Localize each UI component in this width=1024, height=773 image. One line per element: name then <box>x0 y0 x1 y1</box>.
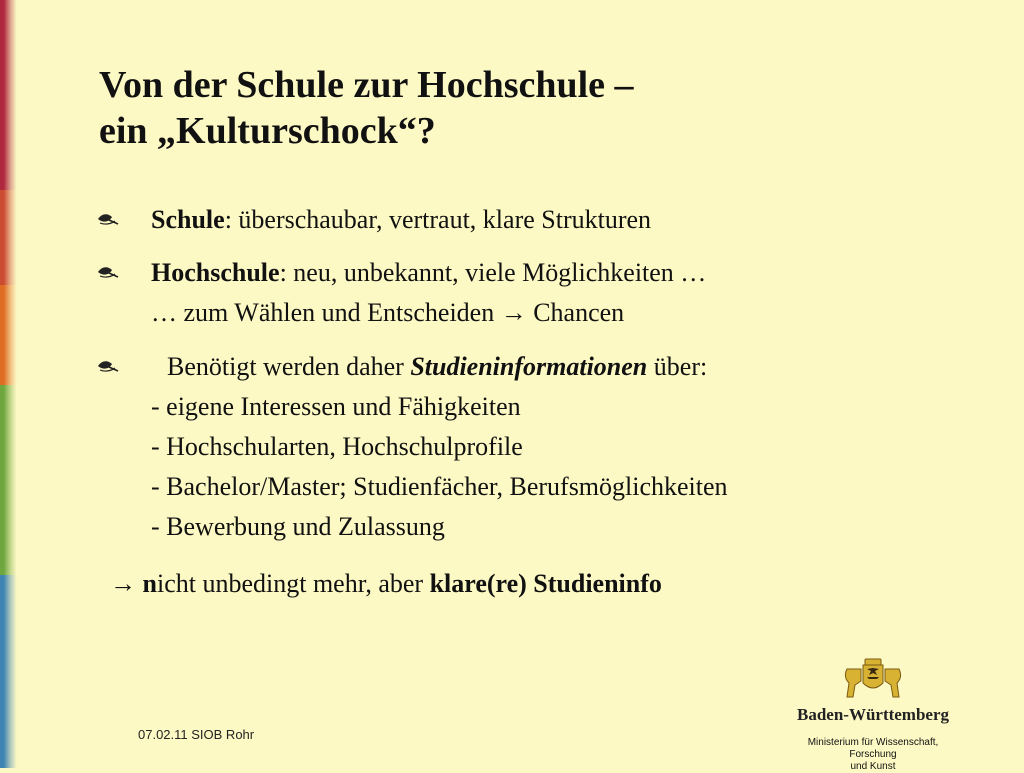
stripe-fade <box>0 0 76 768</box>
bullet-line-2 <box>151 293 706 333</box>
bullet-text: … zum Wählen und Entscheiden <box>151 298 501 327</box>
sub-item: - Hochschularten, Hochschulprofile <box>151 432 523 461</box>
coat-of-arms-icon <box>841 657 905 701</box>
bullet-text: Chancen <box>526 298 625 327</box>
conclusion-text: icht unbedingt mehr, aber <box>156 569 430 598</box>
ministry-line-1: Ministerium für Wissenschaft, Forschung <box>807 737 939 760</box>
title-line-2: ein „Kulturschock“? <box>99 110 436 152</box>
conclusion-initial: n <box>142 569 157 598</box>
state-name: Baden-Württemberg <box>796 705 950 724</box>
bullet-keyword: Hochschule <box>151 258 280 287</box>
conclusion-emphasis: klare(re) Studieninfo <box>429 569 662 598</box>
leaf-bullet-icon <box>97 347 121 373</box>
sub-item: - Bewerbung und Zulassung <box>151 512 445 541</box>
bullet-keyword: Schule <box>151 205 225 234</box>
title-line-1: Von der Schule zur Hochschule – <box>99 64 634 106</box>
right-arrow-icon: → <box>500 298 527 327</box>
state-logo <box>783 657 963 773</box>
bullet-line <box>151 253 706 293</box>
footer-date-author: 07.02.11 SIOB Rohr <box>138 727 255 742</box>
bullet-keyword: Studieninformationen <box>410 352 648 381</box>
slide-title <box>99 62 634 154</box>
right-arrow-icon: → <box>110 569 136 598</box>
leaf-bullet-icon <box>97 253 121 279</box>
bullet-text: Benötigt werden daher <box>167 352 411 381</box>
bullet-line <box>151 347 728 387</box>
bullet-text: : überschaubar, vertraut, klare Strukturen <box>224 205 652 234</box>
sub-item: - eigene Interessen und Fähigkeiten <box>151 392 521 421</box>
leaf-bullet-icon <box>97 200 121 226</box>
bullet-text: über: <box>647 352 708 381</box>
conclusion-line <box>110 564 662 604</box>
bullet-line <box>151 200 651 240</box>
ministry-line-2: und Kunst <box>850 761 896 772</box>
bullet-text: : neu, unbekannt, viele Möglichkeiten … <box>279 258 707 287</box>
sub-item: - Bachelor/Master; Studienfächer, Berufsmöglichkeiten <box>151 472 728 501</box>
